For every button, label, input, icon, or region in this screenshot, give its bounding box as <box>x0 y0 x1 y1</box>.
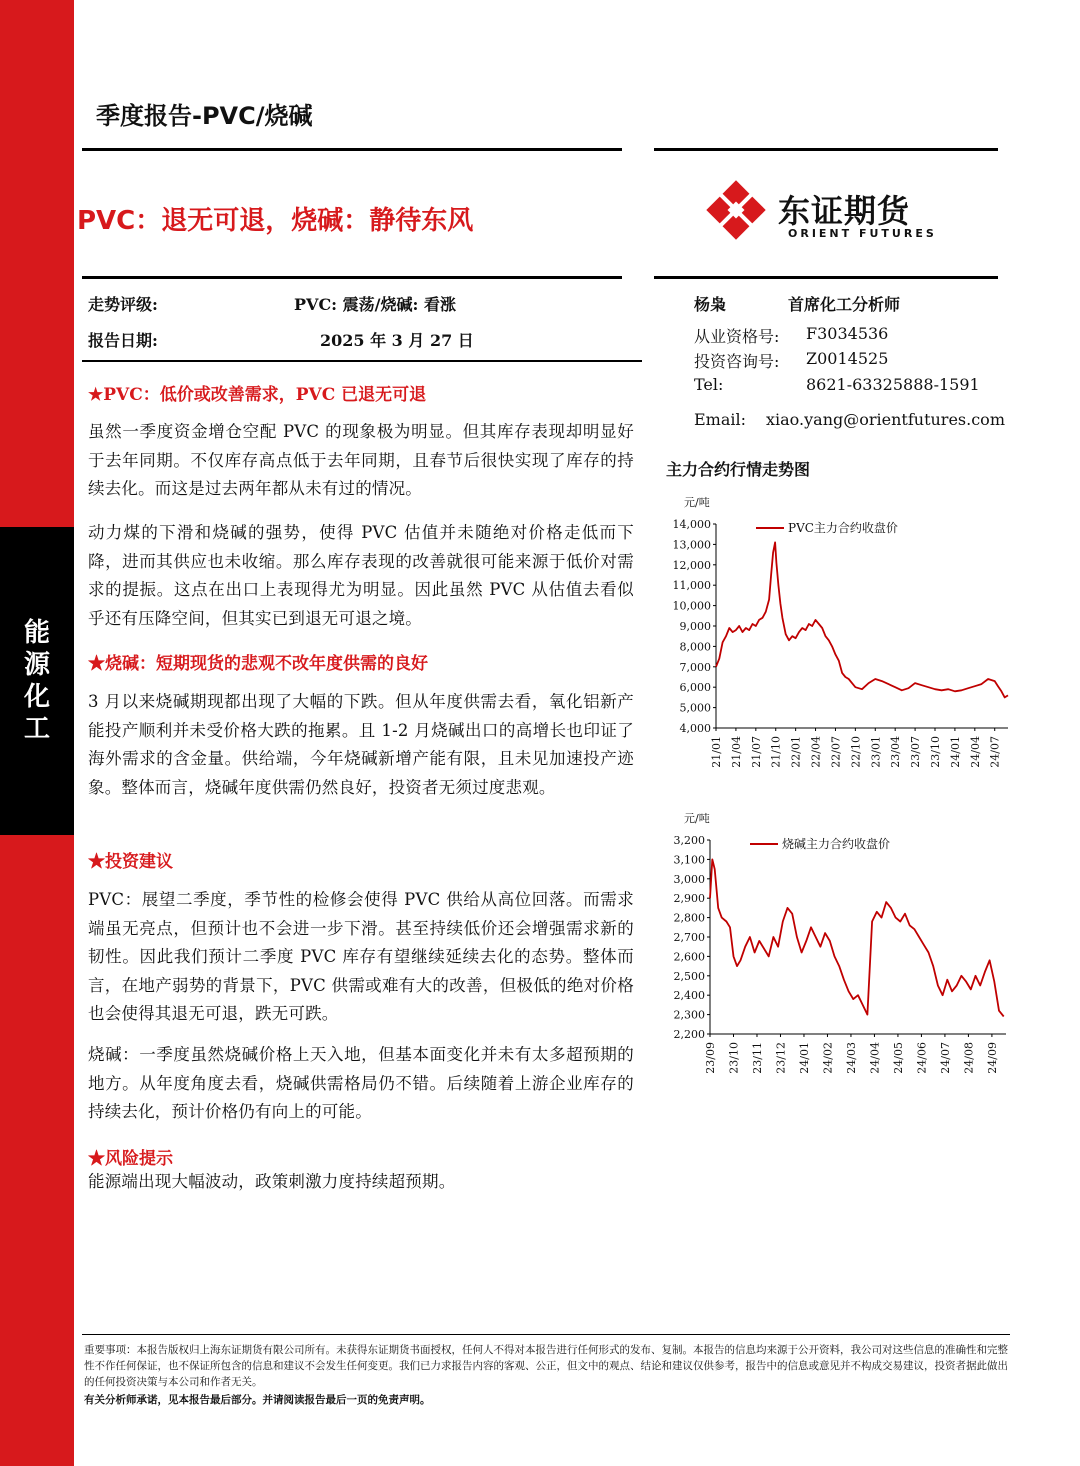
y-tick-label: 2,300 <box>673 1008 705 1022</box>
y-tick-label: 8,000 <box>679 640 711 654</box>
consult-value: Z0014525 <box>806 349 889 368</box>
section-advice-title: ★投资建议 <box>88 852 173 872</box>
series-line <box>710 859 1004 1016</box>
x-tick-label: 22/04 <box>809 736 823 768</box>
legend-label: PVC主力合约收盘价 <box>788 521 898 535</box>
license-value: F3034536 <box>806 324 889 343</box>
x-tick-label: 23/10 <box>727 1042 741 1074</box>
x-tick-label: 24/07 <box>938 1042 952 1074</box>
y-tick-label: 2,700 <box>673 931 705 944</box>
x-tick-label: 24/09 <box>985 1042 999 1074</box>
y-tick-label: 2,500 <box>673 969 705 983</box>
x-tick-label: 23/04 <box>889 736 903 768</box>
section-caustic-title: ★烧碱：短期现货的悲观不改年度供需的良好 <box>88 654 428 674</box>
sector-label <box>0 527 74 835</box>
x-tick-label: 22/10 <box>849 736 863 768</box>
x-tick-label: 24/02 <box>821 1042 835 1074</box>
footer-disclaimer-text: 重要事项：本报告版权归上海东证期货有限公司所有。未获得东证期货书面授权，任何人不得对本报告进行任何形式的发布、复制。本报告的信息均来源于公开资料，我公司对这些信息的准确性和完整性不作任何保证，也不保证所包含的信息和建议不会发生任何变更。我们已力求报告内容的客观、公正，但文中的观点、结论和建议仅供参考，报告中的信息或意见并不构成交易建议，投资者据此做出的任何投资决策与本公司和作者无关。 <box>84 1344 1008 1388</box>
x-tick-label: 21/10 <box>769 736 783 768</box>
pvc-price-chart <box>660 488 1020 790</box>
section-advice-paragraph-1: PVC：展望二季度，季节性的检修会使得 PVC 供给从高位回落。而需求端虽无亮点，但预计也不会进一步下滑。甚至持续低价还会增强需求新的韧性。因此我们预计二季度 PVC 库存有望继续延续去化的态势。整体而言，在地产弱势的背景下，PVC 供需或难有大的改善，但极低的绝对价格也会使得其退无可退，跌无可跌。 <box>88 890 634 1023</box>
date-label: 报告日期: <box>88 331 158 350</box>
y-tick-label: 3,100 <box>673 853 705 867</box>
series-line <box>716 542 1008 697</box>
x-tick-label: 22/07 <box>829 736 843 768</box>
y-tick-label: 10,000 <box>672 599 711 613</box>
x-tick-label: 21/04 <box>729 736 743 768</box>
sector-char: 源 <box>23 650 50 680</box>
section-caustic-paragraph-1: 3 月以来烧碱期现都出现了大幅的下跌。但从年度供需去看，氧化铝新产能投产顺利并未受价格大跌的拖累。且 1-2 月烧碱出口的高增长也印证了海外需求的含金量。供给端，今年烧碱新增产能有限，且未见加速投产迹象。整体而言，烧碱年度供需仍然良好，投资者无须过度悲观。 <box>88 692 634 797</box>
meta-bottom-rule <box>82 360 642 362</box>
y-tick-label: 9,000 <box>679 620 711 633</box>
x-tick-label: 21/07 <box>749 736 763 768</box>
section-risk-paragraph-1: 能源端出现大幅波动，政策刺激力度持续超预期。 <box>88 1172 456 1191</box>
y-tick-label: 5,000 <box>679 701 711 715</box>
section-risk-title: ★风险提示 <box>88 1149 173 1169</box>
x-tick-label: 23/12 <box>774 1042 788 1074</box>
sector-char: 工 <box>23 714 50 744</box>
header-rule-right <box>654 148 998 151</box>
x-tick-label: 23/11 <box>750 1042 764 1074</box>
sector-char: 能 <box>23 618 50 648</box>
section-pvc-title: ★PVC：低价或改善需求，PVC 已退无可退 <box>88 385 427 405</box>
footer-analyst-note: 有关分析师承诺，见本报告最后部分。并请阅读报告最后一页的免责声明。 <box>84 1394 431 1406</box>
y-tick-label: 7,000 <box>679 660 711 674</box>
charts-title: 主力合约行情走势图 <box>666 460 811 479</box>
x-tick-label: 22/01 <box>789 736 803 768</box>
y-tick-label: 2,800 <box>673 911 705 925</box>
report-type: 季度报告-PVC/烧碱 <box>96 102 313 130</box>
sector-char: 化 <box>23 682 50 712</box>
chart-unit-label: 元/吨 <box>684 812 710 825</box>
x-tick-label: 24/01 <box>948 736 962 768</box>
tel-value: 8621-63325888-1591 <box>806 375 980 394</box>
license-label: 从业资格号: <box>694 327 780 346</box>
y-tick-label: 2,900 <box>673 892 705 906</box>
rating-label: 走势评级: <box>88 295 158 314</box>
y-tick-label: 11,000 <box>672 579 711 593</box>
x-tick-label: 24/05 <box>891 1042 905 1074</box>
section-advice-paragraph-2: 烧碱：一季度虽然烧碱价格上天入地，但基本面变化并未有太多超预期的地方。从年度角度去看，烧碱供需格局仍不错。后续随着上游企业库存的持续去化，预计价格仍有向上的可能。 <box>88 1045 634 1121</box>
footer-rule <box>82 1334 1010 1335</box>
x-tick-label: 23/09 <box>704 1042 717 1074</box>
email-label: Email: <box>694 410 747 429</box>
x-tick-label: 23/07 <box>909 736 923 768</box>
analyst-name: 杨枭 <box>694 295 727 314</box>
y-tick-label: 2,200 <box>673 1028 705 1041</box>
footer-disclaimer <box>84 1342 1012 1390</box>
y-tick-label: 3,200 <box>673 834 705 847</box>
consult-label: 投资咨询号: <box>694 352 780 371</box>
x-tick-label: 24/03 <box>844 1042 858 1074</box>
report-headline: PVC：退无可退，烧碱：静待东风 <box>77 206 474 236</box>
section-pvc-paragraph-1: 虽然一季度资金增仓空配 PVC 的现象极为明显。但其库存表现却明显好于去年同期。不仅库存高点低于去年同期，且春节后很快实现了库存的持续去化。而这是过去两年都从未有过的情况。 <box>88 422 634 498</box>
meta-rule-left <box>82 276 622 279</box>
y-tick-label: 13,000 <box>672 538 711 552</box>
analyst-title: 首席化工分析师 <box>788 295 901 314</box>
email-link[interactable]: xiao.yang@orientfutures.com <box>766 410 1005 429</box>
logo-name-en: ORIENT FUTURES <box>788 227 937 240</box>
y-tick-label: 6,000 <box>679 681 711 695</box>
y-tick-label: 2,400 <box>673 989 705 1003</box>
logo-name-cn: 东证期货 <box>778 192 911 230</box>
x-tick-label: 23/01 <box>869 736 883 768</box>
x-tick-label: 24/01 <box>797 1042 811 1074</box>
x-tick-label: 24/08 <box>962 1042 976 1074</box>
x-tick-label: 24/06 <box>915 1042 929 1074</box>
meta-rule-right <box>654 276 998 279</box>
date-value: 2025 年 3 月 27 日 <box>320 331 474 350</box>
y-tick-label: 14,000 <box>672 518 711 531</box>
header-rule-left <box>82 148 622 151</box>
legend-label: 烧碱主力合约收盘价 <box>782 837 891 851</box>
x-tick-label: 24/04 <box>968 736 982 768</box>
chart-unit-label: 元/吨 <box>684 496 710 509</box>
tel-label: Tel: <box>694 375 724 394</box>
caustic-price-chart <box>660 808 1020 1088</box>
section-pvc-paragraph-2: 动力煤的下滑和烧碱的强势，使得 PVC 估值并未随绝对价格走低而下降，进而其供应也未收缩。那么库存表现的改善就很可能来源于低价对需求的提振。这点在出口上表现得尤为明显。因此虽然 PVC 从估值去看似乎还有压降空间，但其实已到退无可退之境。 <box>88 523 634 628</box>
x-tick-label: 24/07 <box>988 736 1002 768</box>
x-tick-label: 24/04 <box>868 1042 882 1074</box>
x-tick-label: 23/10 <box>929 736 942 768</box>
x-tick-label: 21/01 <box>710 736 723 768</box>
y-tick-label: 12,000 <box>672 558 711 572</box>
y-tick-label: 3,000 <box>673 872 705 886</box>
y-tick-label: 4,000 <box>679 722 711 735</box>
y-tick-label: 2,600 <box>673 950 705 964</box>
orient-futures-logo-icon <box>706 180 766 240</box>
rating-value: PVC: 震荡/烧碱: 看涨 <box>294 295 456 314</box>
